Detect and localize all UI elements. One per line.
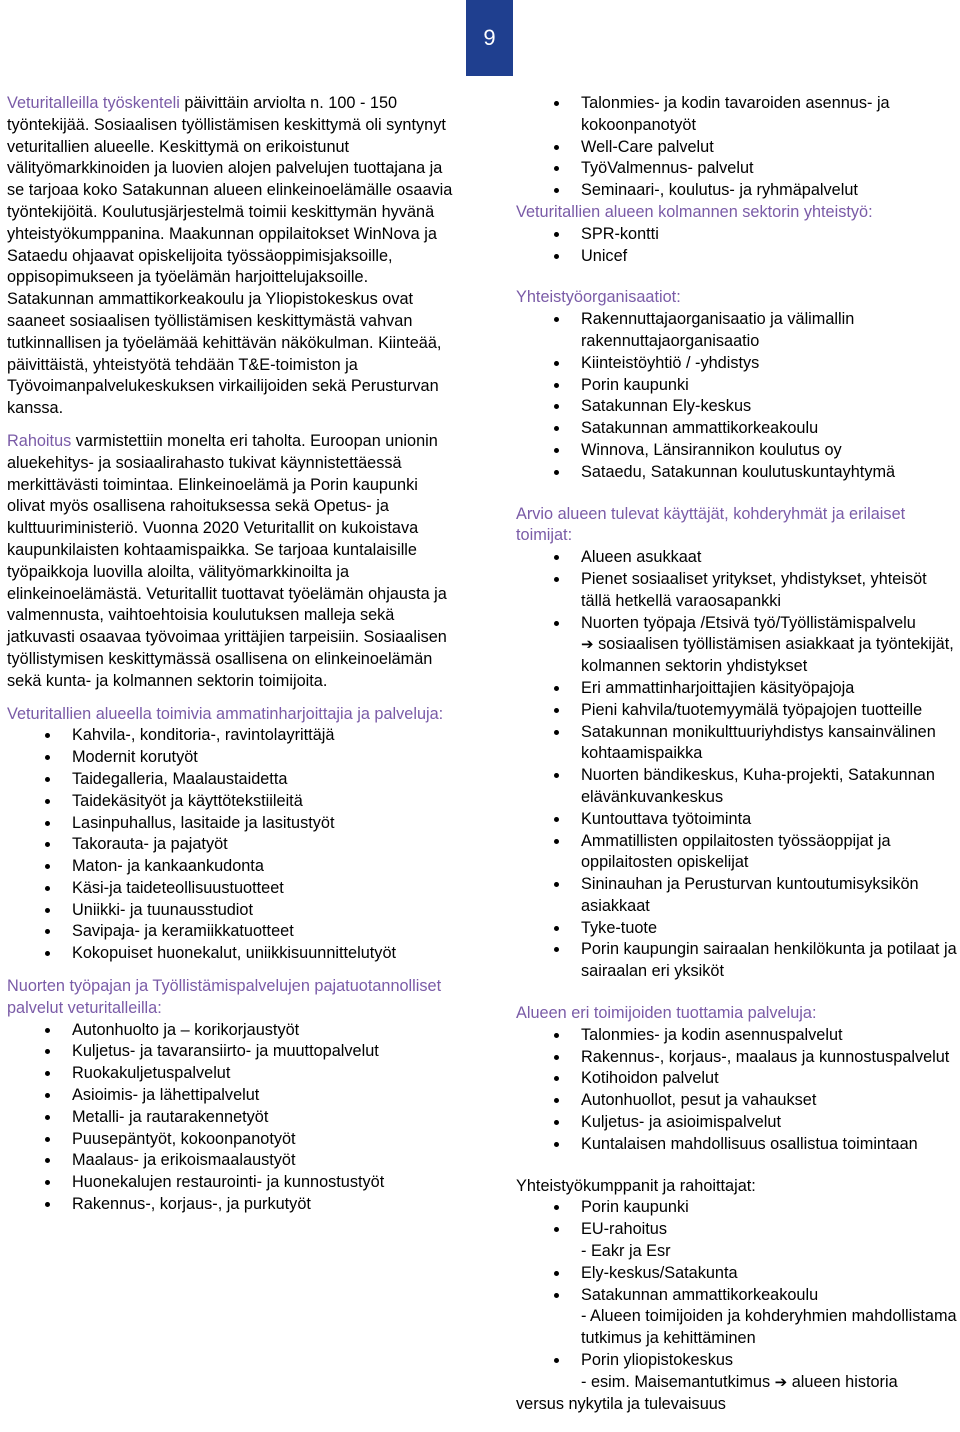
list-item-text: Nuorten työpaja /Etsivä työ/Työllistämispalvelu bbox=[581, 613, 916, 632]
list-item: Rakennus-, korjaus-, maalaus ja kunnostuspalvelut bbox=[516, 1047, 960, 1069]
list-item bbox=[516, 613, 960, 678]
list-item: Metalli- ja rautarakennetyöt bbox=[7, 1107, 457, 1129]
list-item: Talonmies- ja kodin asennuspalvelut bbox=[516, 1025, 960, 1047]
list-item: Ely-keskus/Satakunta bbox=[516, 1263, 960, 1285]
landscape-note bbox=[516, 1372, 960, 1394]
list-item: Porin kaupungin sairaalan henkilökunta ja potilaat ja sairaalan eri yksiköt bbox=[516, 939, 960, 983]
list-item: Tyke-tuote bbox=[516, 918, 960, 940]
list-item: SPR-kontti bbox=[516, 224, 960, 246]
target-groups-heading: Arvio alueen tulevat käyttäjät, kohderyhmät ja erilaiset toimijat: bbox=[516, 504, 906, 545]
list-item: Eri ammattinharjoittajien käsityöpajoja bbox=[516, 678, 960, 700]
page-number-tab bbox=[466, 0, 513, 76]
funding-text: varmistettiin monelta eri taholta. Euroopan unionin aluekehitys- ja sosiaalirahasto tukivat käynnistettäessä merkittävästi toimintaa. Elinkeinoelämä ja Porin kaupunki olivat myös osallisena rahoituksessa sekä Opetus- ja kulttuuriministeriö. Vuonna 2020 Veturitallit on kukoistava kaupunkilaisten kohtaamispaikka. Se tarjoaa kuntalaisille työpaikkoja luovilla aloilta, välityömarkkinoilta ja elinkeinoelämästä. Veturitallit tuottavat työelämän ohjausta ja valmennusta, vaihtoehtoisia koulutuksen malleja sekä jatkuvasti osaavaa työvoimaa yrittäjien tarpeisiin. Sosiaalisen työllistymisen keskittymässä osallisena on elinkeinoelämän sekä kunta- ja kolmannen sektorin toimijoita. bbox=[7, 431, 447, 690]
list-item-subnote: - Eakr ja Esr bbox=[581, 1242, 671, 1261]
partners-heading: Yhteistyökumppanit ja rahoittajat: bbox=[516, 1176, 756, 1195]
list-item: Nuorten bändikeskus, Kuha-projekti, Satakunnan elävänkuvankeskus bbox=[516, 765, 960, 809]
list-item: Pienet sosiaaliset yritykset, yhdistykset, yhteisöt tällä hetkellä varaosapankki bbox=[516, 569, 960, 613]
list-item: Satakunnan ammattikorkeakoulu bbox=[516, 418, 960, 440]
organisations-heading: Yhteistyöorganisaatiot: bbox=[516, 288, 681, 307]
partners-list bbox=[516, 1197, 960, 1371]
list-item: Kuljetus- ja tavaransiirto- ja muuttopalvelut bbox=[7, 1041, 457, 1063]
services-top-list bbox=[516, 93, 960, 202]
landscape-note-a: - esim. Maisemantutkimus bbox=[581, 1372, 771, 1391]
list-item: Porin kaupunki bbox=[516, 1197, 960, 1219]
list-item: Ruokakuljetuspalvelut bbox=[7, 1063, 457, 1085]
list-item-text: EU-rahoitus bbox=[581, 1220, 667, 1239]
list-item: Takorauta- ja pajatyöt bbox=[7, 834, 457, 856]
intro-text: päivittäin arviolta n. 100 - 150 työntekijää. Sosiaalisen työllistämisen keskittymä oli syntynyt veturitallien alueelle. Keskittymä on erikoistunut välityömarkkinoiden ja luovien alojen palvelujen tuottajana ja se tarjoaa koko Satakunnan alueen elinkeinoelämälle osaavia työntekijöitä. Koulutusjärjestelmä toimii keskittymän hyvänä yhteistyökumppanina. Maakunnan oppilaitokset WinNova ja Sataedu ohjaavat opiskelijoita työssäoppimisjaksoille, oppisopimukseen ja työelämän harjoittelujaksoille. Satakunnan ammattikorkeakoulu ja Yliopistokeskus ovat saaneet sosiaalisen työllistämisen keskittymästä vahvan tutkinnallisen ja työelämää kehittävän näkökulman. Kiinteää, päivittäistä, yhteistyötä tehdään T&E-toimiston ja Työvoimanpalvelukeskuksen virkailijoiden sekä Perusturvan kanssa. bbox=[7, 94, 453, 418]
list-item: Autonhuollot, pesut ja vahaukset bbox=[516, 1090, 960, 1112]
list-item: Puusepäntyöt, kokoonpanotyöt bbox=[7, 1129, 457, 1151]
list-item: Huonekalujen restaurointi- ja kunnostustyöt bbox=[7, 1172, 457, 1194]
list-item: Taidekäsityöt ja käyttötekstiileitä bbox=[7, 791, 457, 813]
right-column bbox=[516, 93, 960, 1415]
right-arrow-icon: ➔ bbox=[774, 1372, 788, 1391]
list-item-text: Satakunnan ammattikorkeakoulu bbox=[581, 1285, 819, 1304]
target-groups-list bbox=[516, 547, 960, 983]
landscape-note-b: alueen historia bbox=[787, 1372, 898, 1391]
list-item: Rakennus-, korjaus-, ja purkutyöt bbox=[7, 1194, 457, 1216]
list-item: Satakunnan monikulttuuriyhdistys kansainvälinen kohtaamispaikka bbox=[516, 722, 960, 766]
list-item: Taidegalleria, Maalaustaidetta bbox=[7, 769, 457, 791]
list-item: Sataedu, Satakunnan koulutuskuntayhtymä bbox=[516, 462, 960, 484]
list-item: Kahvila-, konditoria-, ravintolayrittäjä bbox=[7, 725, 457, 747]
list-item: Maton- ja kankaankudonta bbox=[7, 856, 457, 878]
list-item: Kokopuiset huonekalut, uniikkisuunnittelutyöt bbox=[7, 943, 457, 965]
intro-lead: Veturitalleilla työskenteli bbox=[7, 94, 180, 112]
list-item: Satakunnan Ely-keskus bbox=[516, 396, 960, 418]
list-item: Ammatillisten oppilaitosten työssäoppijat ja oppilaitosten opiskelijat bbox=[516, 831, 960, 875]
intro-paragraph bbox=[7, 93, 457, 420]
workshops-list bbox=[7, 1020, 457, 1216]
workshops-heading: Nuorten työpajan ja Työllistämispalvelujen pajatuotannolliset palvelut veturitalleilla: bbox=[7, 977, 442, 1017]
right-arrow-icon: ➔ bbox=[581, 635, 594, 654]
list-item: Kuntalaisen mahdollisuus osallistua toimintaan bbox=[516, 1134, 960, 1156]
list-item: Pieni kahvila/tuotemyymälä työpajojen tuotteille bbox=[516, 700, 960, 722]
list-item: Modernit korutyöt bbox=[7, 747, 457, 769]
arrow-note bbox=[581, 634, 960, 678]
list-item bbox=[516, 1285, 960, 1350]
list-item: Savipaja- ja keramiikkatuotteet bbox=[7, 921, 457, 943]
list-item: Autonhuolto ja – korikorjaustyöt bbox=[7, 1020, 457, 1042]
list-item: Porin yliopistokeskus bbox=[516, 1350, 960, 1372]
left-column bbox=[7, 93, 457, 1216]
list-item: Porin kaupunki bbox=[516, 375, 960, 397]
craftsmen-list bbox=[7, 725, 457, 965]
list-item: Sininauhan ja Perusturvan kuntoutumisyksikön asiakkaat bbox=[516, 874, 960, 918]
funding-lead: Rahoitus bbox=[7, 431, 72, 450]
area-services-heading: Alueen eri toimijoiden tuottamia palveluja: bbox=[516, 1004, 817, 1023]
funding-paragraph bbox=[7, 431, 457, 693]
arrow-note-text: sosiaalisen työllistämisen asiakkaat ja työntekijät, kolmannen sektorin yhdistykset bbox=[581, 635, 954, 676]
list-item: TyöValmennus- palvelut bbox=[516, 158, 960, 180]
list-item: Uniikki- ja tuunausstudiot bbox=[7, 900, 457, 922]
list-item: Winnova, Länsirannikon koulutus oy bbox=[516, 440, 960, 462]
list-item: Maalaus- ja erikoismaalaustyöt bbox=[7, 1150, 457, 1172]
list-item: Kiinteistöyhtiö / -yhdistys bbox=[516, 353, 960, 375]
list-item: Kuljetus- ja asioimispalvelut bbox=[516, 1112, 960, 1134]
list-item: Kuntouttava työtoiminta bbox=[516, 809, 960, 831]
craftsmen-heading: Veturitallien alueella toimivia ammatinharjoittajia ja palveluja: bbox=[7, 704, 444, 723]
page-number: 9 bbox=[483, 25, 496, 50]
list-item-subnote: - Alueen toimijoiden ja kohderyhmien mahdollistama tutkimus ja kehittäminen bbox=[581, 1307, 957, 1348]
list-item bbox=[516, 1219, 960, 1263]
list-item: Käsi-ja taideteollisuustuotteet bbox=[7, 878, 457, 900]
list-item: Lasinpuhallus, lasitaide ja lasitustyöt bbox=[7, 813, 457, 835]
third-sector-list bbox=[516, 224, 960, 268]
list-item: Rakennuttajaorganisaatio ja välimallin rakennuttajaorganisaatio bbox=[516, 309, 960, 353]
list-item: Unicef bbox=[516, 246, 960, 268]
list-item: Alueen asukkaat bbox=[516, 547, 960, 569]
list-item: Kotihoidon palvelut bbox=[516, 1068, 960, 1090]
organisations-list bbox=[516, 309, 960, 483]
list-item: Asioimis- ja lähettipalvelut bbox=[7, 1085, 457, 1107]
list-item: Seminaari-, koulutus- ja ryhmäpalvelut bbox=[516, 180, 960, 202]
list-item: Talonmies- ja kodin tavaroiden asennus- ja kokoonpanotyöt bbox=[516, 93, 960, 137]
list-item: Well-Care palvelut bbox=[516, 137, 960, 159]
area-services-list bbox=[516, 1025, 960, 1156]
landscape-note-continued: versus nykytila ja tulevaisuus bbox=[516, 1394, 726, 1413]
third-sector-heading: Veturitallien alueen kolmannen sektorin yhteistyö: bbox=[516, 202, 873, 221]
